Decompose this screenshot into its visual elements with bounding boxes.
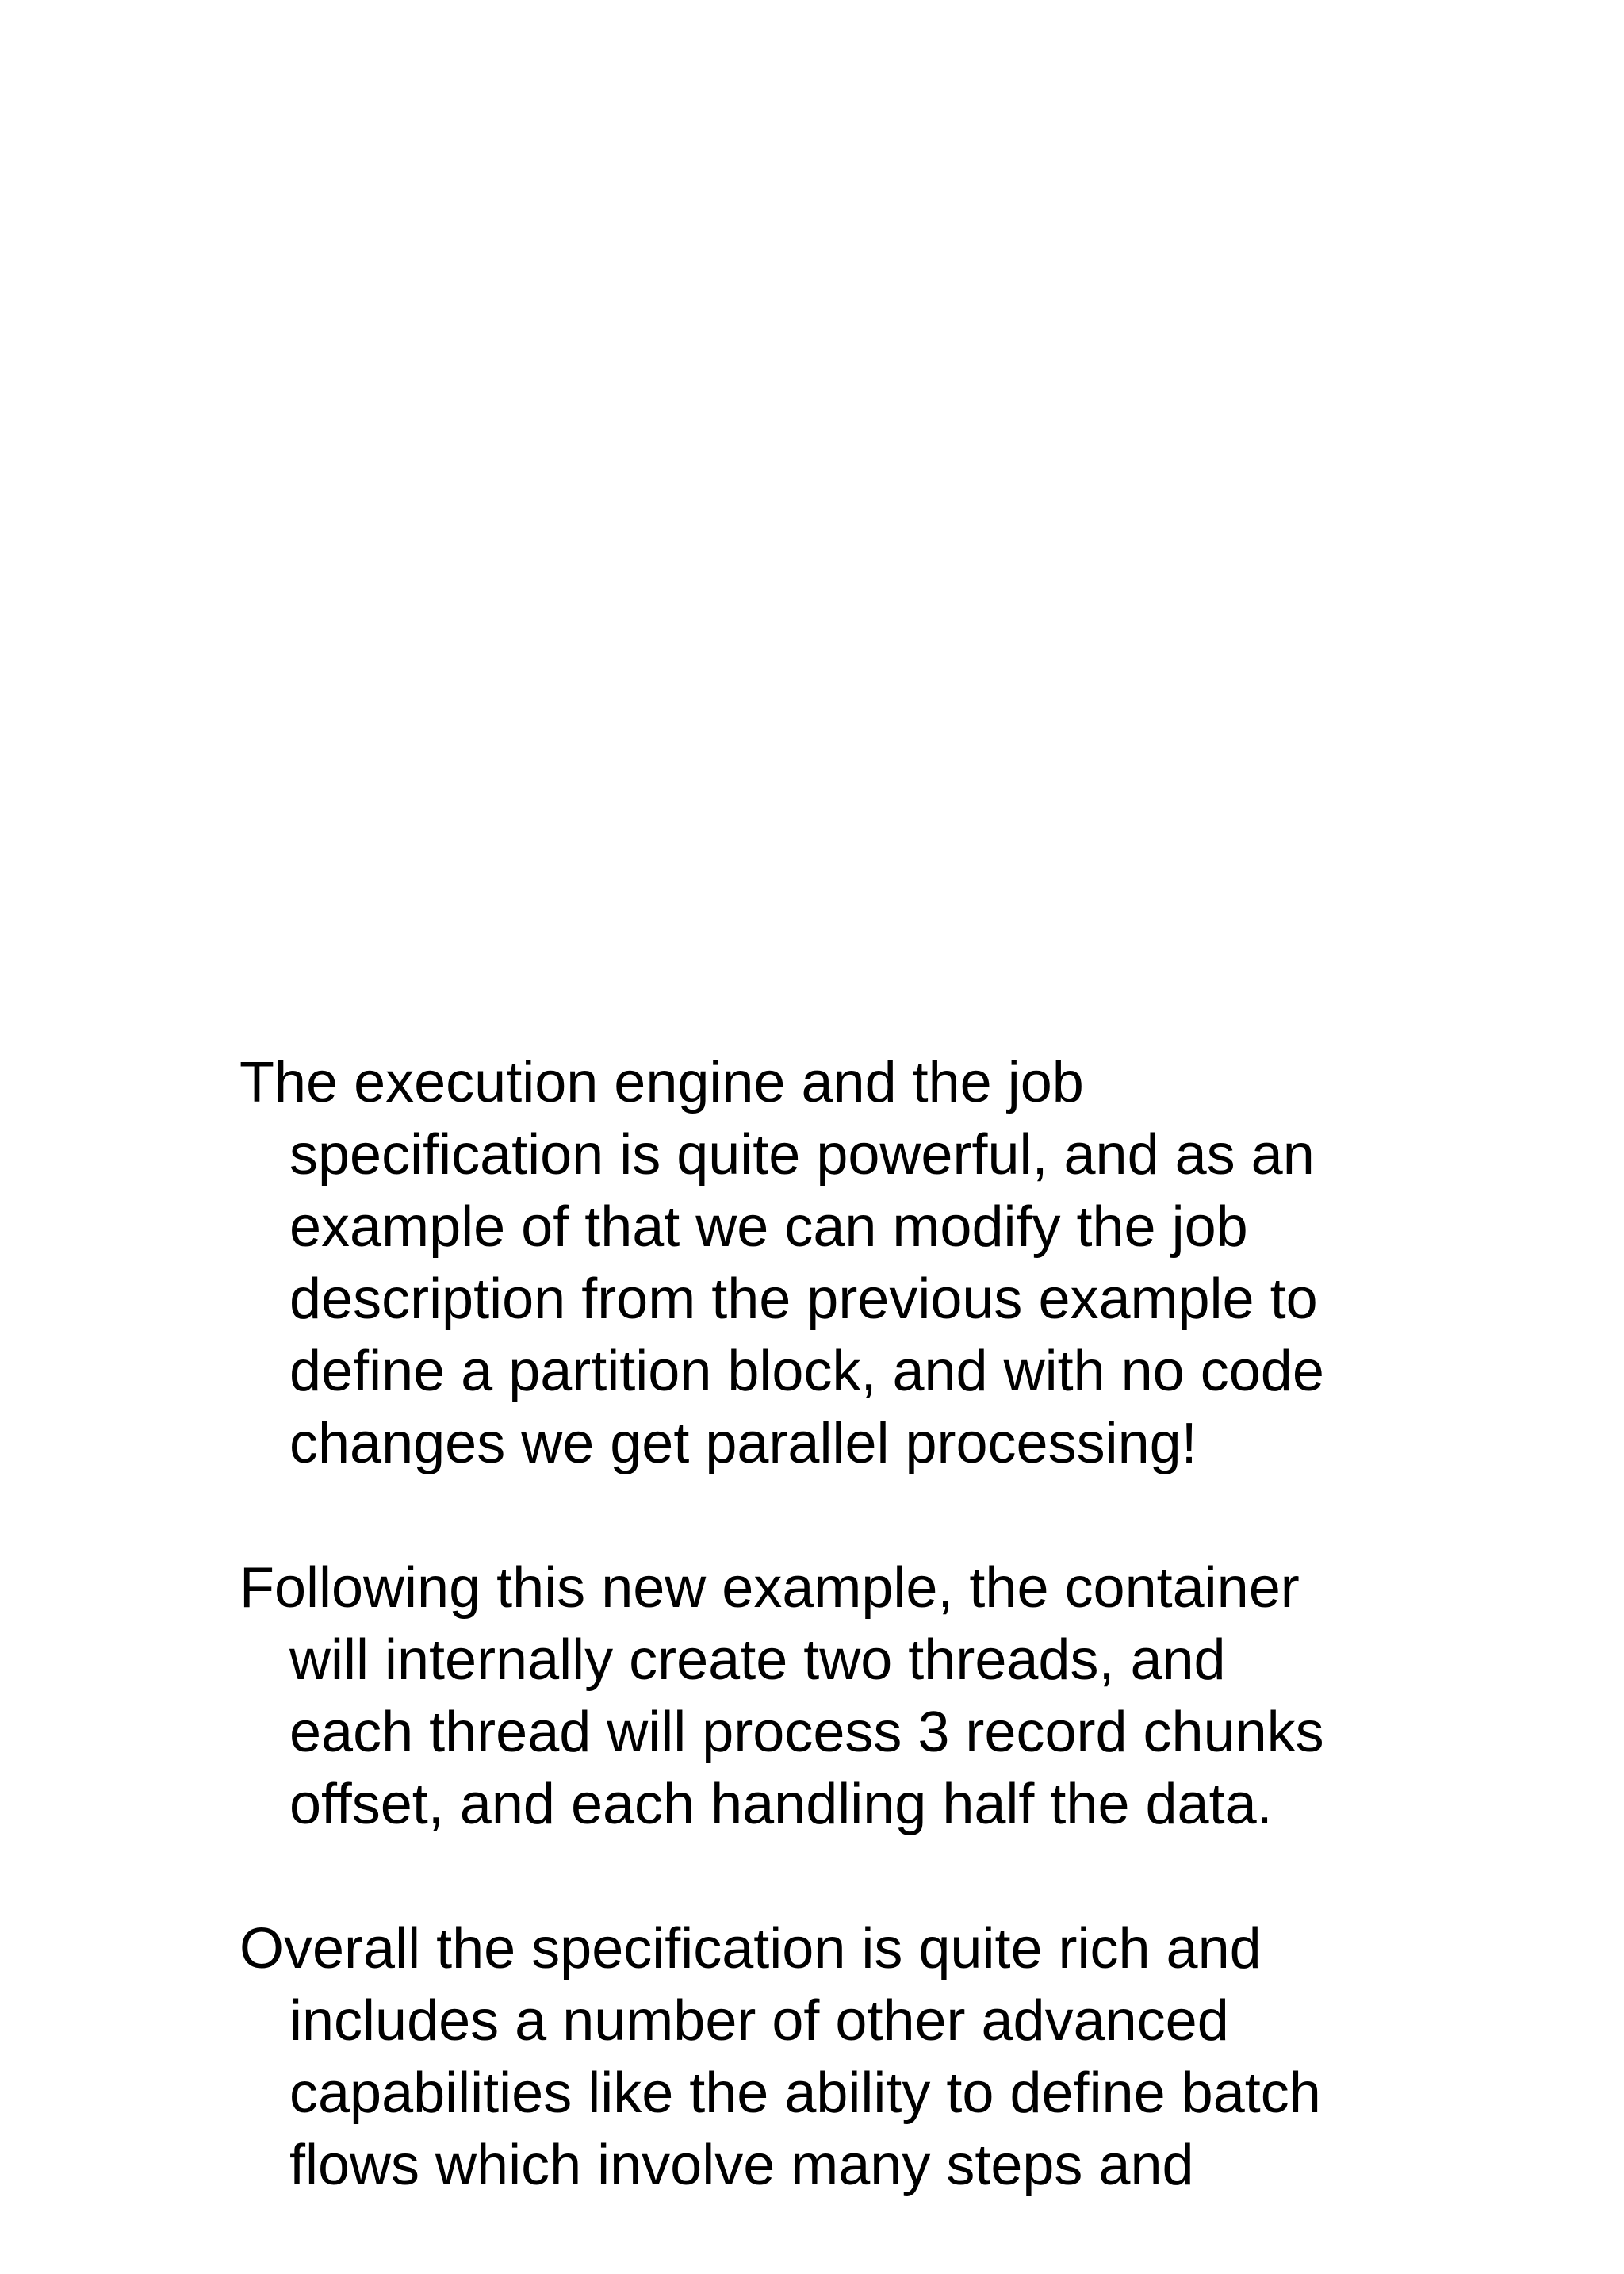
notes-line: specification is quite powerful, and as an — [289, 1123, 1315, 1187]
notes-line: capabilities like the ability to define batch — [289, 2061, 1321, 2125]
notes-line: The execution engine and the job — [239, 1051, 1084, 1114]
speaker-notes — [239, 1047, 1588, 2274]
notes-line: Overall the specification is quite rich and — [239, 1917, 1262, 1981]
notes-line: example of that we can modify the job — [289, 1195, 1248, 1259]
notes-line: flows which involve many steps and — [289, 2134, 1194, 2197]
notes-line: will internally create two threads, and — [289, 1628, 1226, 1692]
notes-line: changes we get parallel processing! — [289, 1412, 1197, 1475]
notes-line: each thread will process 3 record chunks — [289, 1701, 1324, 1764]
notes-line: Following this new example, the container — [239, 1556, 1300, 1620]
notes-paragraph-2 — [239, 1552, 1588, 1841]
notes-line: description from the previous example to — [289, 1267, 1318, 1331]
notes-line: define a partition block, and with no code — [289, 1340, 1324, 1403]
notes-paragraph-1 — [239, 1047, 1588, 1480]
notes-paragraph-3 — [239, 1913, 1588, 2202]
notes-line: includes a number of other advanced — [289, 1989, 1229, 2053]
notes-line: offset, and each handling half the data. — [289, 1773, 1273, 1836]
